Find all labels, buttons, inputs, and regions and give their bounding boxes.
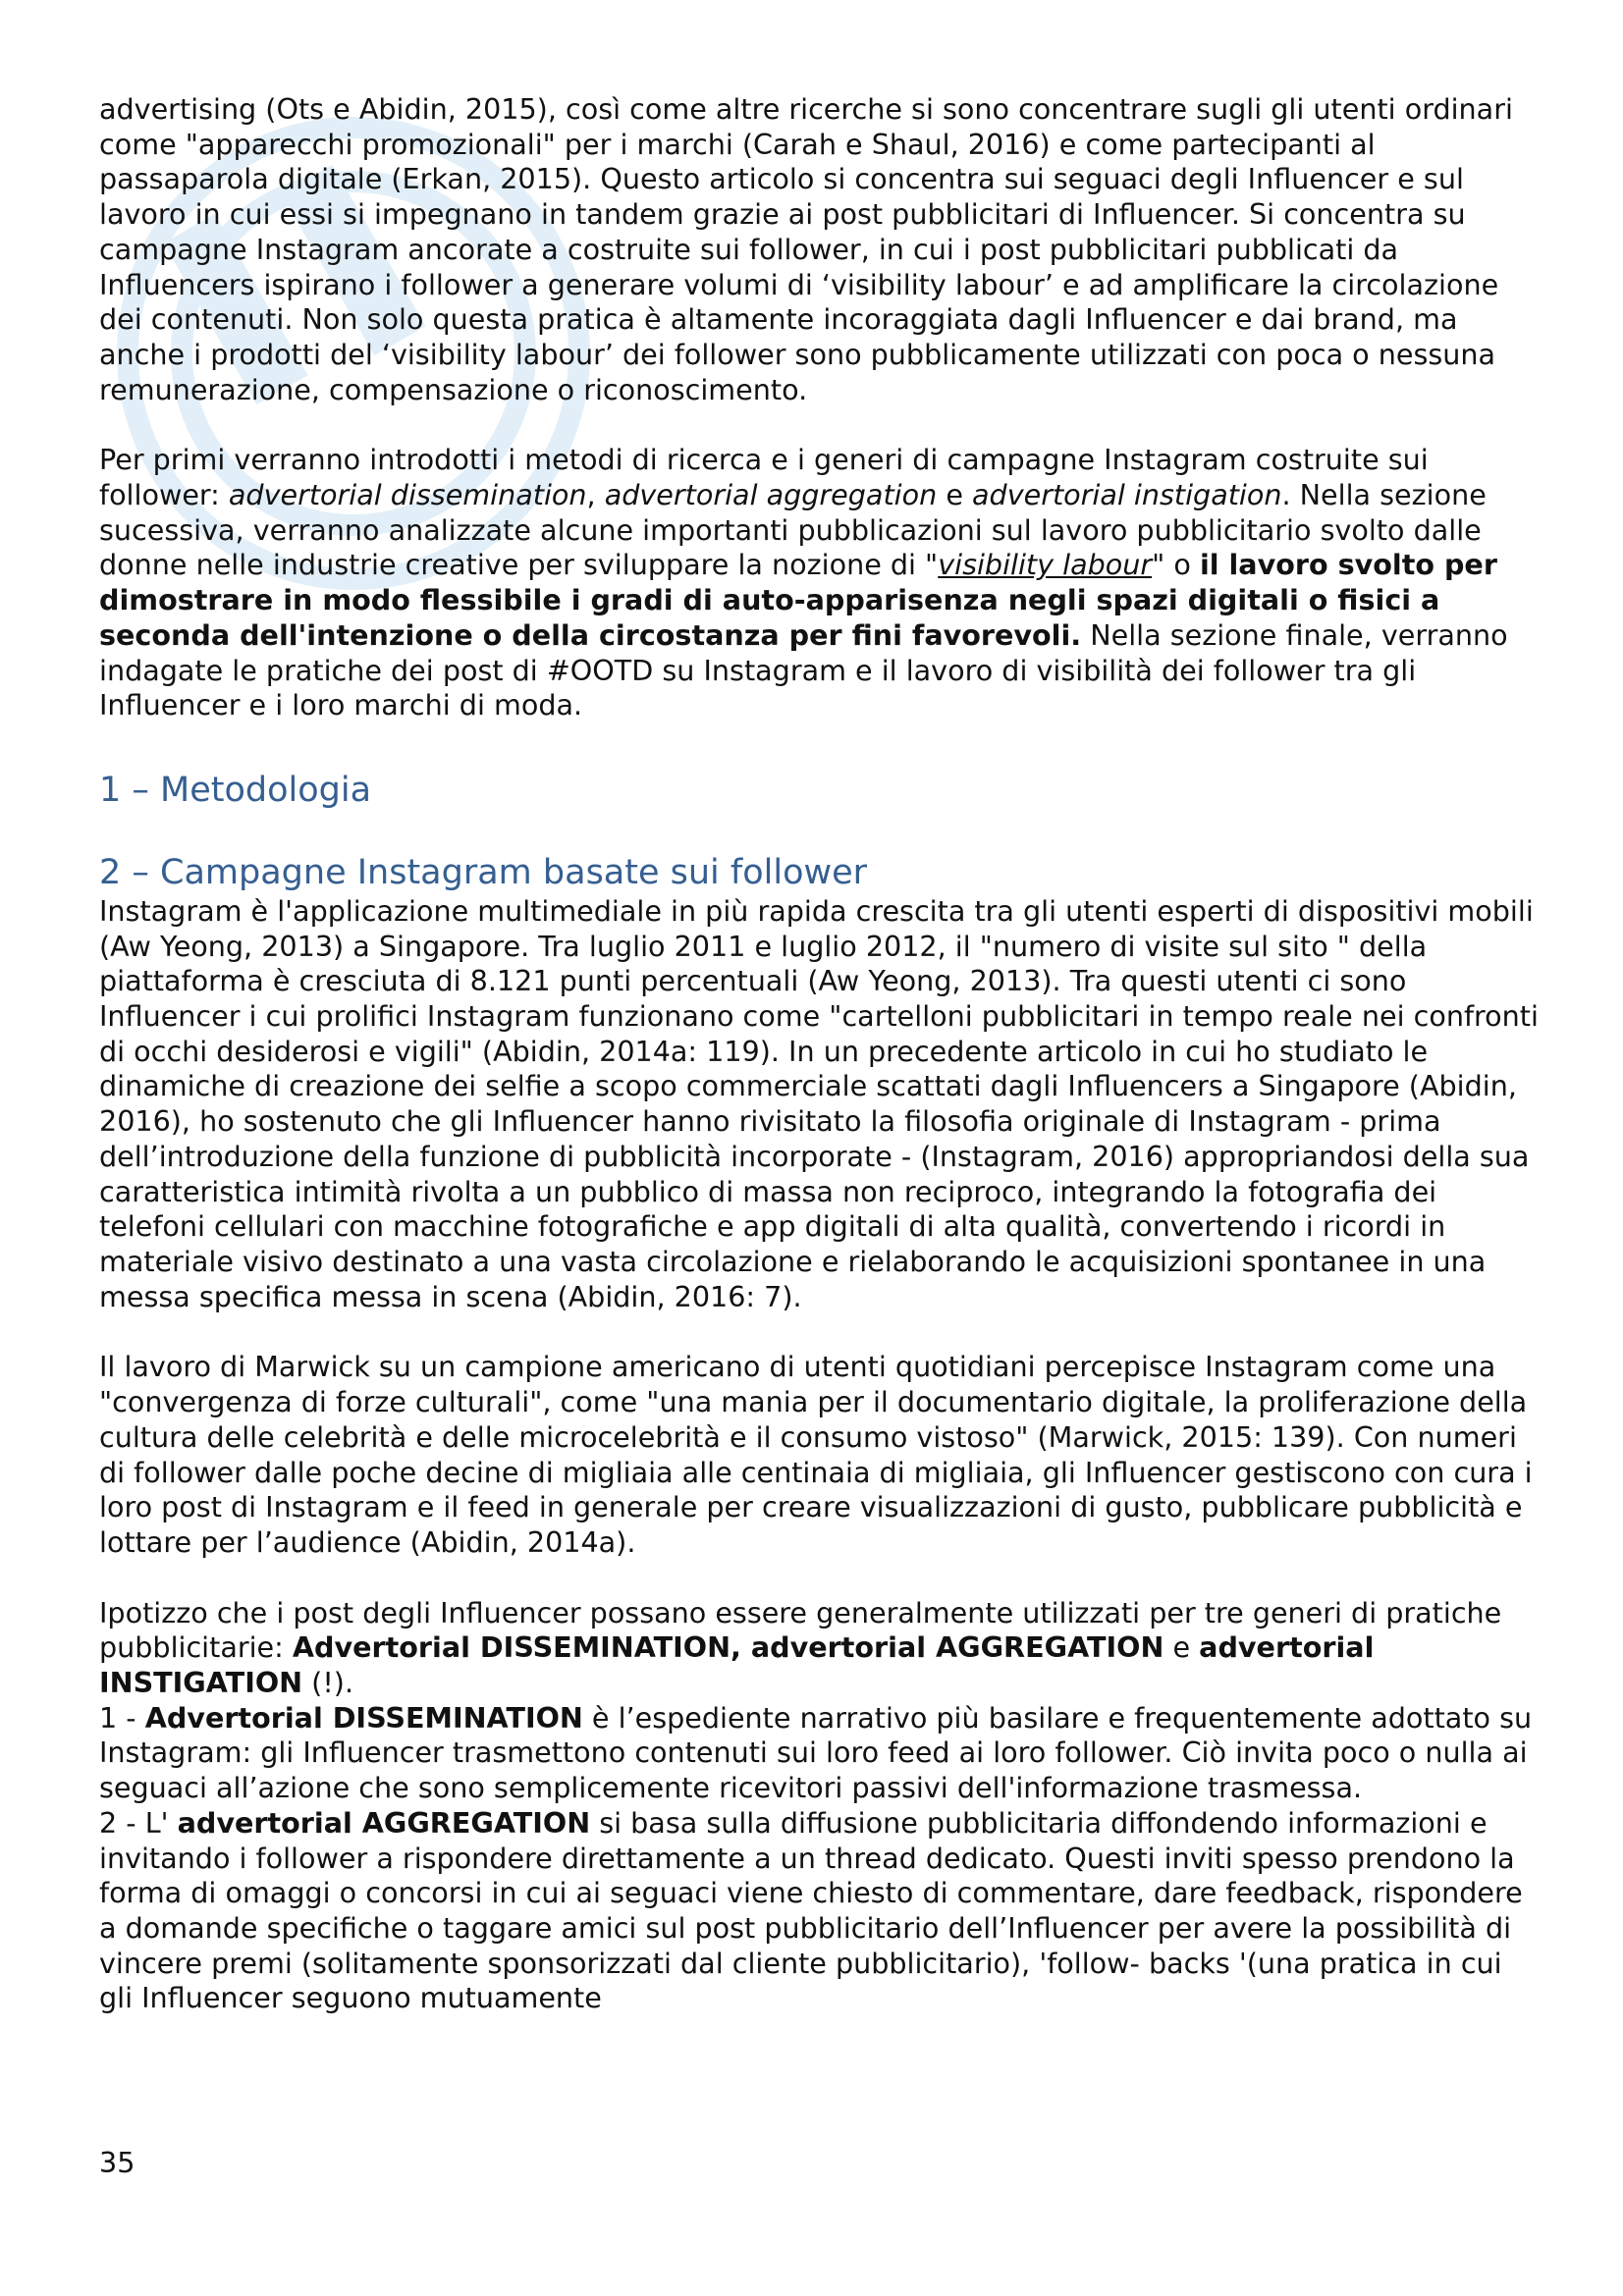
p5-text-e: (!). (302, 1666, 354, 1700)
p2-text-i: " o (1152, 548, 1200, 582)
page-number: 35 (99, 2146, 135, 2179)
p5-bold-instigation: advertorial INSTIGATION (99, 1630, 1375, 1700)
paragraph-1 (99, 92, 1542, 407)
paragraph-7 (99, 1806, 1542, 2016)
p7-text-a: 2 - L' (99, 1805, 178, 1840)
document-body (99, 92, 1542, 2016)
p6-text-c: è l’espediente narrativo più basilare e frequentemente adottato su Instagram: gli Influencer trasmettono contenuti sui loro feed ai loro follower. Ciò invita poco o nulla ai seguaci all’azione che sono semplicemente ricevitori passivi dell'informazione trasmessa. (99, 1700, 1533, 1805)
p2-term-aggregation: advertorial aggregation (604, 478, 938, 512)
paragraph-5 (99, 1596, 1542, 1701)
p2-text-e: e (937, 478, 973, 512)
p7-bold-aggregation: advertorial AGGREGATION (177, 1805, 591, 1840)
p2-bold-definition: il lavoro svolto per dimostrare in modo flessibile i gradi di auto-apparisenza negli spazi digitali o fisici a seconda dell'intenzione o della circostanza per fini favorevoli. (99, 548, 1497, 652)
p2-term-dissemination: advertorial dissemination (228, 478, 587, 512)
paragraph-2 (99, 443, 1542, 723)
paragraph-4 (99, 1350, 1542, 1560)
paragraph-3-text: Instagram è l'applicazione multimediale in più rapida crescita tra gli utenti esperti di dispositivi mobili (Aw Yeong, 2013) a Singapore. Tra luglio 2011 e luglio 2012, il "numero di visite sul sito " della piattaforma è cresciuta di 8.121 punti percentuali (Aw Yeong, 2013). Tra questi utenti ci sono Influencer i cui prolifici Instagram funzionano come "cartelloni pubblicitari in tempo reale nei confronti di occhi desiderosi e vigili" (Abidin, 2014a: 119). In un precedente articolo in cui ho studiato le dinamiche di creazione dei selfie a scopo commerciale scattati dagli Influencers a Singapore (Abidin, 2016), ho sostenuto che gli Influencer hanno rivisitato la filosofia originale di Instagram - prima dell’introduzione della funzione di pubblicità incorporate - (Instagram, 2016) appropriandosi della sua caratteristica intimità rivolta a un pubblico di massa non reciproco, integrando la fotografia dei telefoni cellulari con macchine fotografiche e app digitali di alta qualità, convertendo i ricordi in materiale visivo destinato a una vasta circolazione e rielaborando le acquisizioni spontanee in una messa specifica messa in scena (Abidin, 2016: 7). (99, 893, 1539, 1313)
p6-bold-dissemination: Advertorial DISSEMINATION (144, 1700, 583, 1735)
p2-text-k: Nella sezione finale, verranno indagate le pratiche dei post di #OOTD su Instagram e il lavoro di visibilità dei follower tra gli Influencer e i loro marchi di moda. (99, 617, 1508, 722)
p2-term-instigation: advertorial instigation (972, 478, 1282, 512)
paragraph-4-text: Il lavoro di Marwick su un campione americano di utenti quotidiani percepisce Instagram come una "convergenza di forze culturali", come "una mania per il documentario digitale, la proliferazione della cultura delle celebrità e delle microcelebrità e il consumo vistoso" (Marwick, 2015: 139). Con numeri di follower dalle poche decine di migliaia alle centinaia di migliaia, gli Influencer gestiscono con cura i loro post di Instagram e il feed in generale per creare visualizzazioni di gusto, pubblicare pubblicità e lottare per l’audience (Abidin, 2014a). (99, 1350, 1533, 1559)
paragraph-6 (99, 1701, 1542, 1806)
p2-text-c: , (586, 478, 605, 512)
p5-text-c: e (1163, 1630, 1200, 1665)
heading-campagne-instagram: 2 – Campagne Instagram basate sui follower (99, 852, 868, 892)
p5-bold-genres: Advertorial DISSEMINATION, advertorial AGGREGATION (292, 1630, 1164, 1665)
p6-text-a: 1 - (99, 1700, 145, 1735)
p2-text-g: . Nella sezione sucessiva, verranno analizzate alcune importanti pubblicazioni sul lavoro pubblicitario svolto dalle donne nelle industrie creative per sviluppare la nozione di " (99, 478, 1487, 582)
paragraph-3 (99, 894, 1542, 1314)
p7-text-c: si basa sulla diffusione pubblicitaria diffondendo informazioni e invitando i follower a rispondere direttamente a un thread dedicato. Questi inviti spesso prendono la forma di omaggi o concorsi in cui ai seguaci viene chiesto di commentare, dare feedback, rispondere a domande specifiche o taggare amici sul post pubblicitario dell’Influencer per avere la possibilità di vincere premi (solitamente sponsorizzati dal cliente pubblicitario), 'follow- backs '(una pratica in cui gli Influencer seguono mutuamente (99, 1805, 1523, 2015)
p2-text-a: Per primi verranno introdotti i metodi di ricerca e i generi di campagne Instagram costruite sui follower: (99, 443, 1429, 512)
paragraph-1-text: advertising (Ots e Abidin, 2015), così come altre ricerche si sono concentrare sugli gli utenti ordinari come "apparecchi promozionali" per i marchi (Carah e Shaul, 2016) e come partecipanti al passaparola digitale (Erkan, 2015). Questo articolo si concentra sui seguaci degli Influencer e sul lavoro in cui essi si impegnano in tandem grazie ai post pubblicitari di Influencer. Si concentra su campagne Instagram ancorate a costruite sui follower, in cui i post pubblicitari pubblicati da Influencers ispirano i follower a generare volumi di ‘visibility labour’ e ad amplificare la circolazione dei contenuti. Non solo questa pratica è altamente incoraggiata dagli Influencer e dai brand, ma anche i prodotti del ‘visibility labour’ dei follower sono pubblicamente utilizzati con poca o nessuna remunerazione, compensazione o riconoscimento. (99, 92, 1513, 406)
p2-term-visibility-labour: visibility labour (938, 548, 1153, 582)
heading-metodologia: 1 – Metodologia (99, 770, 372, 810)
p5-text-a: Ipotizzo che i post degli Influencer possano essere generalmente utilizzati per tre generi di pratiche pubblicitarie: (99, 1595, 1502, 1665)
